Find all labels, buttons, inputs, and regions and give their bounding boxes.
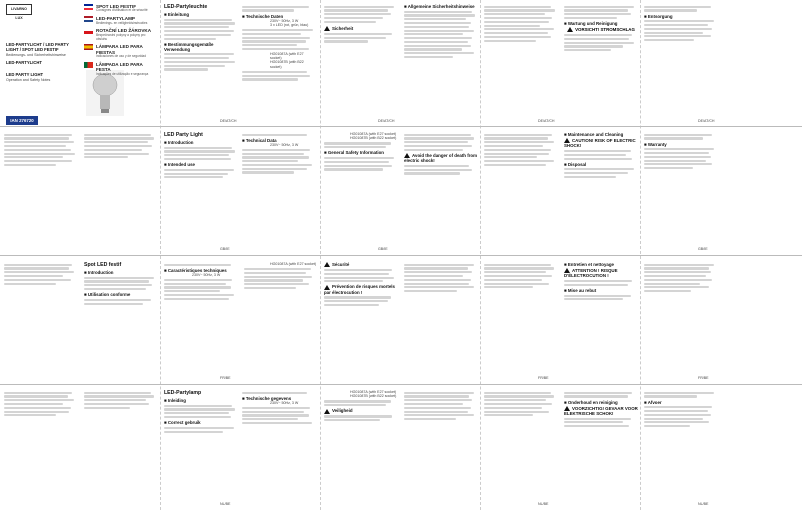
fr-mortal: Prévention de risques mortels par électrocution ! xyxy=(324,284,395,295)
de-disposal: Entsorgung xyxy=(647,13,673,19)
en-tech: Technical Data xyxy=(245,137,277,143)
en-col-4 xyxy=(404,132,478,176)
en-maint: Maintenance and Cleaning xyxy=(567,132,624,137)
fr-caution: ATTENTION ! RISQUE D'ÉLECTROCUTION ! xyxy=(564,268,618,279)
cover-sub-1: Bedienungs- und Sicherheitshinweise xyxy=(6,53,66,57)
en-col-3: HG01087A (with E27 socket) HG01087B (with B22 socket) ■ General Safety Information xyxy=(324,132,398,172)
nl-voltage: 230V~ 50Hz, 3 W xyxy=(270,400,299,405)
de-tech: Technische Daten xyxy=(245,13,284,19)
nl-col-7: ■ Afvoer xyxy=(644,390,718,429)
de-col-1: LED-Partyleuchte ■ Einleitung ■ Bestimmungsgemäße Verwendung xyxy=(164,4,238,72)
lang-fr-sub: Consignes d'utilisation et de sécurité xyxy=(96,8,148,13)
page-label-7: GB/IE xyxy=(698,247,708,251)
en-disposal: Disposal xyxy=(567,161,587,167)
fr-col-3 xyxy=(244,262,318,291)
fr-use: Utilisation conforme xyxy=(87,292,131,298)
nl-disposal: Afvoer xyxy=(647,399,662,405)
lang-nl-sub: Bedienings- en veiligheidsinstructies xyxy=(96,20,148,25)
de-col-5 xyxy=(484,4,558,43)
nl-col-2: ■ Technische gegevens 230V~ 50Hz, 3 W xyxy=(242,390,316,426)
lang-nl: LED-PARTYLAMP xyxy=(96,16,135,22)
de-bottom-col-1 xyxy=(4,132,78,168)
de-col-4: ■ Allgemeine Sicherheitshinweise xyxy=(404,4,478,60)
page-label-2: DE/AT/CH xyxy=(378,119,395,123)
fr-model-1: HG01087A (with E27 socket) xyxy=(270,262,317,266)
en-voltage: 230V~ 50Hz, 3 W xyxy=(270,142,299,147)
de-col-7: ■ Entsorgung xyxy=(644,4,718,43)
nl-use: Correct gebruik xyxy=(167,420,201,426)
fr-col-5 xyxy=(404,262,478,294)
footer-row-1 xyxy=(0,117,802,126)
lang-es: LÁMPARA LED PARA FIESTAS xyxy=(96,44,143,55)
nl-title: LED-Partylamp xyxy=(164,390,202,396)
nl-model-2: HG01087B (with B22 socket) xyxy=(350,394,397,399)
de-title: LED-Partyleuchte xyxy=(164,4,208,10)
fr-safety: Sécurité xyxy=(332,262,350,267)
page-label-1: DE/AT/CH xyxy=(220,119,237,123)
en-bottom-col xyxy=(4,262,78,286)
lang-fr: SPOT LED FESTIF xyxy=(96,4,137,9)
de-col-2: ■ Technische Daten 230V~ 50Hz, 3 W 3 x LED (rot, grün, blau) HG01087A (with E27 socket) HG01087B (with B22 socket) xyxy=(242,4,316,82)
cover-product-2: LED-PARTYLICHT xyxy=(6,60,42,65)
en-intro: Introduction xyxy=(167,140,194,145)
fr-col-8 xyxy=(644,262,718,294)
de-bottom-col-2 xyxy=(84,132,158,160)
fr-col-6 xyxy=(484,262,558,290)
page-label-13: NL/BE xyxy=(698,502,709,506)
en-caution: CAUTION! RISK OF ELECTRIC SHOCK! xyxy=(564,138,636,149)
de-warranty: Wartung und Reinigung xyxy=(567,21,618,27)
en-col-5 xyxy=(484,132,558,168)
nl-col-1: LED-Partylamp ■ Inleiding ■ Correct gebruik xyxy=(164,390,238,434)
cover-product-3: LED PARTY LIGHT xyxy=(6,72,44,77)
de-use: Bestimmungsgemäße Verwendung xyxy=(164,41,214,52)
brand-text: LIVARNO LUX xyxy=(11,7,27,20)
de-voltage: 230V~ 50Hz, 3 W xyxy=(270,18,299,23)
lang-cz: ROTAČNÍ LED ŽÁROVKA xyxy=(96,28,152,34)
page-label-12: NL/BE xyxy=(538,502,549,506)
de-model-1: HG01087A (with E27 socket) xyxy=(270,51,304,61)
ian-label: IAN 276720 xyxy=(10,118,34,123)
en-use: Intended use xyxy=(167,162,195,168)
en-col-6: ■ Maintenance and Cleaning CAUTION! RISK OF ELECTRIC SHOCK! ■ Disposal xyxy=(564,132,638,180)
fr-col-2: ■ Caractéristiques techniques 230V~ 50Hz, 3 W xyxy=(164,262,238,301)
nl-safety: Veiligheid xyxy=(332,408,353,414)
page-label-6: GB/IE xyxy=(378,247,388,251)
page-label-3: DE/AT/CH xyxy=(538,119,555,123)
en-col-2: ■ Technical Data 230V~ 50Hz, 3 W xyxy=(242,132,316,175)
fr-bottom-col xyxy=(4,390,78,418)
de-safety: Allgemeine Sicherheitshinweise xyxy=(407,4,475,9)
cover-sub-2: Operation and Safety Notes xyxy=(6,78,51,82)
en-col-7: ■ Warranty xyxy=(644,132,718,171)
de-model-2: HG01087B (with B22 socket) xyxy=(270,60,304,69)
fr-bottom-col-2 xyxy=(84,390,158,411)
nl-col-5 xyxy=(484,390,558,418)
en-title: LED Party Light xyxy=(164,132,203,138)
de-bulb: 3 x LED (rot, grün, blau) xyxy=(270,22,309,27)
en-safety: General Safety Information xyxy=(327,150,384,156)
nl-intro: Inleiding xyxy=(167,398,186,403)
fr-disposal: Mise au rebut xyxy=(567,287,597,293)
de-intro: Einleitung xyxy=(167,12,190,17)
fr-maint: Entretien et nettoyage xyxy=(567,262,614,267)
fr-voltage: 230V~ 50Hz, 3 W xyxy=(192,272,221,277)
en-model-1: HG01087A (with E27 socket) xyxy=(350,132,397,136)
nl-col-3 xyxy=(324,390,398,423)
nl-model-1: HG01087A (with E27 socket) xyxy=(350,390,397,394)
en-warranty: Warranty xyxy=(647,141,667,147)
nl-maint: Onderhoud en reiniging xyxy=(567,399,618,405)
lang-es-sub: Indicaciones de uso y de seguridad xyxy=(96,54,146,59)
de-caution: VORSICHT! STROMSCHLAG xyxy=(575,27,635,33)
page-label-5: GB/IE xyxy=(220,247,230,251)
en-col-1: LED Party Light ■ Introduction ■ Intended use xyxy=(164,132,238,180)
fr-title: Spot LED festif xyxy=(84,262,122,268)
lang-pt-sub: Indicações de utilização e segurança xyxy=(96,71,149,76)
nl-tech: Technische gegevens xyxy=(245,395,292,401)
language-list xyxy=(84,4,154,80)
page-label-8: FR/BE xyxy=(220,376,231,380)
brand-logo xyxy=(6,4,32,20)
page-label-11: NL/BE xyxy=(220,502,231,506)
page-label-9: FR/BE xyxy=(538,376,549,380)
fr-col-7: ■ Entretien et nettoyage ATTENTION ! RISQUE D'ÉLECTROCUTION ! ■ Mise au rebut xyxy=(564,262,638,302)
en-model-2: HG01087B (with B22 socket) xyxy=(350,136,397,141)
cover-product-title: LED-PARTYLICHT / LED PARTY LIGHT / SPOT LED FESTIF xyxy=(6,42,69,52)
fr-col-4 xyxy=(324,262,398,308)
de-col-3: Sicherheit xyxy=(324,4,398,44)
nl-col-4 xyxy=(404,390,478,422)
nl-caution: VOORZICHTIG! GEVAAR VOOR ELEKTRISCHE SCHOK! xyxy=(564,405,638,416)
page-label-10: FR/BE xyxy=(698,376,709,380)
fr-tech: Caractéristiques techniques xyxy=(167,267,227,273)
lang-pt: LÂMPADA LED PARA FESTA xyxy=(96,62,143,73)
fr-intro: Introduction xyxy=(87,270,114,275)
lang-cz-sub: Bezpečnostní pokyny a pokyny pro obsluhu xyxy=(96,32,146,41)
nl-col-6: ■ Onderhoud en reiniging VOORZICHTIG! GEVAAR VOOR ELEKTRISCHE SCHOK! xyxy=(564,390,638,429)
de-col-6: ■ Wartung und Reinigung VORSICHT! STROMSCHLAG xyxy=(564,4,638,53)
page-label-4: DE/AT/CH xyxy=(698,119,715,123)
fr-col-1: Spot LED festif ■ Introduction ■ Utilisation conforme xyxy=(84,262,158,306)
en-mortal: Avoid the danger of death from electric shock! xyxy=(404,152,477,164)
